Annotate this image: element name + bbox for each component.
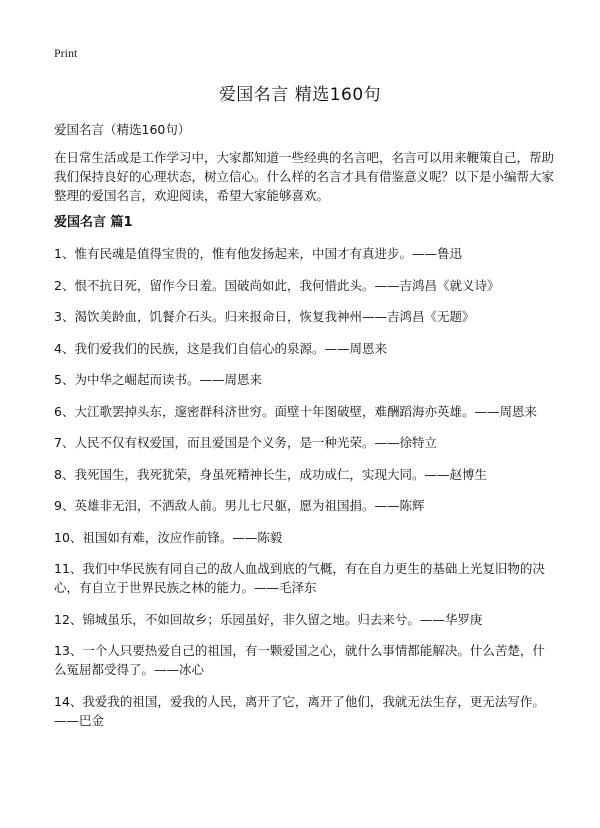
quote-item-10: 10、祖国如有难，汝应作前锋。——陈毅: [54, 529, 283, 545]
quote-item-6: 6、大江歌罢掉头东，邃密群科济世穷。面壁十年图破壁，难酬蹈海亦英雄。——周恩来: [54, 403, 537, 419]
intro-paragraph: 在日常生活或是工作学习中，大家都知道一些经典的名言吧，名言可以用来鞭策自己，帮助我们保持良好的心理状态，树立信心。什么样的名言才具有借鉴意义呢？以下是小编帮大家整理的爱国名言，欢迎阅读，希望大家能够喜欢。: [54, 150, 555, 203]
quote-item-3: 3、渴饮美龄血，饥餐介石头。归来报命日，恢复我神州——吉鸿昌《无题》: [54, 309, 475, 324]
quote-item-12: 12、锦城虽乐，不如回故乡；乐园虽好，非久留之地。归去来兮。——华罗庚: [54, 611, 483, 627]
document-title: 爱国名言 精选160句: [218, 85, 382, 105]
quote-item-7: 7、人民不仅有权爱国，而且爱国是个义务，是一种光荣。——徐特立: [54, 435, 437, 450]
section-heading: 爱国名言 篇1: [54, 215, 133, 230]
quote-item-9: 9、英雄非无泪，不洒敌人前。男儿七尺躯，愿为祖国捐。——陈辉: [54, 498, 425, 513]
quote-item-14: 14、我爱我的祖国，爱我的人民，离开了它，离开了他们，我就无法生存，更无法写作。——巴金: [54, 693, 545, 728]
quote-item-13: 13、一个人只要热爱自己的祖国，有一颗爱国之心，就什么事情都能解决。什么苦楚，什么冤屈都受得了。——冰心: [54, 643, 545, 677]
quote-item-2: 2、恨不抗日死，留作今日羞。国破尚如此，我何惜此头。——吉鸿昌《就义诗》: [54, 277, 500, 293]
print-label[interactable]: Print: [54, 46, 78, 60]
quote-item-5: 5、为中华之崛起而读书。——周恩来: [54, 372, 262, 387]
quote-item-4: 4、我们爱我们的民族，这是我们自信心的泉源。——周恩来: [54, 340, 387, 356]
document-subtitle: 爱国名言（精选160句）: [54, 122, 191, 137]
quote-item-11: 11、我们中华民族有同自己的敌人血战到底的气概，有在自力更生的基础上光复旧物的决心，有自立于世界民族之林的能力。——毛泽东: [54, 561, 545, 595]
quote-list: [54, 244, 556, 742]
quote-item-8: 8、我死国生，我死犹荣，身虽死精神长生，成功成仁，实现大同。——赵博生: [54, 466, 487, 482]
quote-item-1: 1、惟有民魂是值得宝贵的，惟有他发扬起来，中国才有真进步。——鲁迅: [54, 246, 462, 261]
